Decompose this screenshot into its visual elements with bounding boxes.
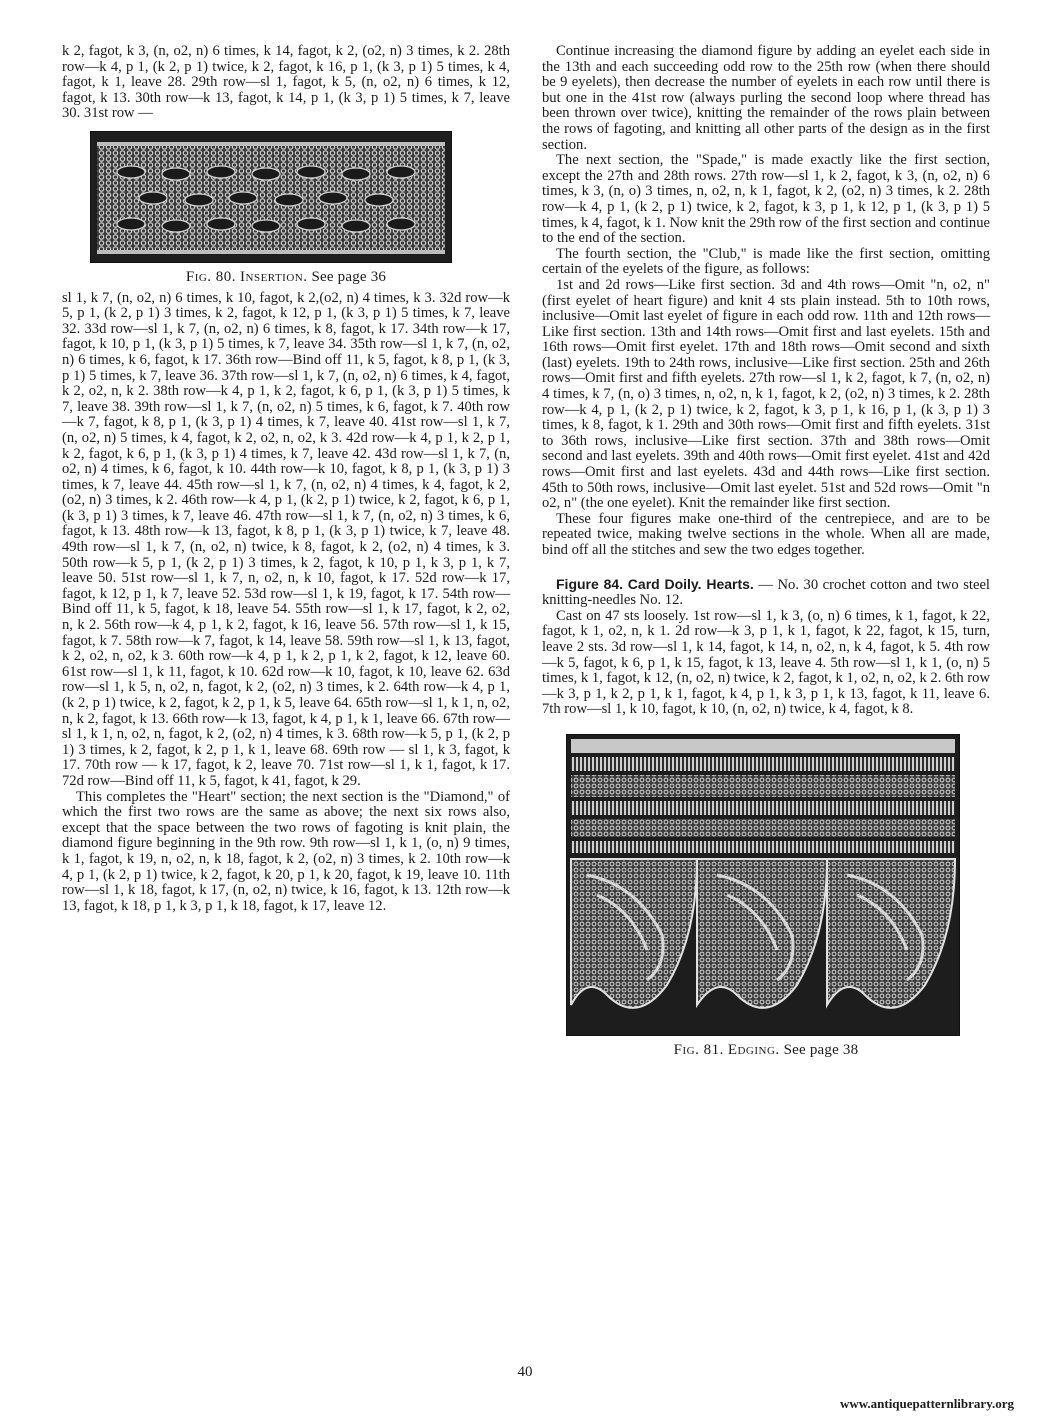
left-column — [62, 44, 510, 914]
figure-80 — [62, 131, 510, 286]
figure-84-intro: — No. 30 crochet cotton and two steel knitting-needles No. 12. — [542, 576, 990, 609]
edging-lace-image — [567, 735, 959, 1035]
right-paragraph-3: The fourth section, the "Club," is made like the first section, omitting certain of the eyelets of the figure, as follows: — [542, 245, 990, 278]
left-paragraph-2: sl 1, k 7, (n, o2, n) 6 times, k 10, fagot, k 2,(o2, n) 4 times, k 3. 32d row—k 5, p 1, (k 2, p 1) 3 times, k 2, fagot, k 12, p 1, (k 3, p 1) 5 times, k 7, leave 32. 33d row—sl 1, k 7, (n, o2, n) 6 times, k 8, fagot, k 17. 34th row—k 17, fagot, k 10, p 1, (k 3, p 1) 5 times, k 7, leave 34. 35th row—sl 1, k 7, (n, o2, n) 6 times, k 6, fagot, k 17. 36th row—Bind off 11, k 5, fagot, k 8, p 1, (k 3, p 1) 5 times, k 7, leave 36. 37th row—sl 1, k 7, (n, o2, n) 6 times, k 4, fagot, k 2, o2, n, k 2. 38th row—k 4, p 1, k 2, fagot, k 6, p 1, (k 3, p 1) 5 times, k 7, leave 38. 39th row—sl 1, k 7, (n, o2, n) 5 times, k 6, fagot, k 7. 40th row—k 7, fagot, k 8, p 1, (k 3, p 1) 4 times, k 7, leave 40. 41st row—sl 1, k 7, (n, o2, n) 5 times, k 4, fagot, k 2, o2, n, o2, k 3. 42d row—k 4, p 1, k 2, p 1, k 2, fagot, k 6, p 1, (k 3, p 1) 4 times, k 7, leave 42. 43d row—sl 1, k 7, (n, o2, n) 4 times, k 6, fagot, k 10. 44th row—k 10, fagot, k 8, p 1, (k 3, p 1) 3 times, k 7, leave 44. 45th row—sl 1, k 7, (n, o2, n) 4 times, k 4, fagot, k 2, (o2, n) 3 times, k 2. 46th row—k 4, p 1, (k 2, p 1) twice, k 2, fagot, k 6, p 1, (k 3, p 1) 3 times, k 7, leave 46. 47th row—sl 1, k 7, (n, o2, n) 3 times, k 6, fagot, k 13. 48th row—k 13, fagot, k 8, p 1, (k 3, p 1) twice, k 7, leave 48. 49th row—sl 1, k 7, (n, o2, n) twice, k 8, fagot, k 2, (o2, n) 4 times, k 3. 50th row—k 5, p 1, (k 2, p 1) 3 times, k 2, fagot, k 10, p 1, k 3, p 1, k 7, leave 50. 51st row—sl 1, k 7, n, o2, n, k 10, fagot, k 17. 52d row—k 17, fagot, k 12, p 1, k 7, leave 52. 53d row—sl 1, k 19, fagot, k 17. 54th row—Bind off 11, k 5, fagot, k 18, leave 54. 55th row—sl 1, k 17, fagot, k 2, o2, n, k 2. 56th row—k 4, p 1, k 2, fagot, k 16, leave 56. 57th row—sl 1, k 15, fagot, k 7. 58th row—k 7, fagot, k 14, leave 58. 59th row—sl 1, k 13, fagot, k 2, o2, n, o2, k 3. 60th row—k 4, p 1, k 2, p 1, k 2, fagot, k 12, leave 60. 61st row—sl 1, k 11, fagot, k 10. 62d row—k 10, fagot, k 10, leave 62. 63d row—sl 1, k 5, n, o2, n, fagot, k 2, (o2, n) 3 times, k 2. 64th row—k 4, p 1, (k 2, p 1) twice, k 2, fagot, k 2, p 1, k 5, leave 64. 65th row—sl 1, k 1, n, o2, n, k 2, fagot, k 13. 66th row—k 13, fagot, k 4, p 1, k 1, leave 66. 67th row—sl 1, k 1, n, o2, n, fagot, k 2, (o2, n) 4 times, k 3. 68th row—k 5, p 1, (k 2, p 1) 3 times, k 2, fagot, k 2, p 1, k 1, leave 68. 69th row — sl 1, k 3, fagot, k 17. 70th row — k 17, fagot, k 2, leave 70. 71st row—sl 1, k 1, fagot, k 17. 72d row—Bind off 11, k 5, fagot, k 41, fagot, k 29. — [62, 289, 510, 789]
figure-80-reference: See page 36 — [311, 268, 387, 285]
page-number: 40 — [517, 1364, 533, 1380]
figure-80-title: Insertion. — [240, 268, 308, 285]
left-paragraph-3: This completes the "Heart" section; the next section is the "Diamond," of which the first two rows are the same as above; the next six rows also, except that the space between the two rows of fagoting is knit plain, the diamond figure beginning in the 9th row. 9th row—sl 1, k 1, (o, n) 9 times, k 1, fagot, k 19, n, o2, n, k 18, fagot, k 2, (o2, n) 3 times, k 2. 10th row—k 4, p 1, (k 2, p 1) twice, k 2, fagot, k 20, p 1, k 20, fagot, k 19, leave 10. 11th row—sl 1, k 18, fagot, k 17, (n, o2, n) twice, k 16, fagot, k 13. 12th row—k 13, fagot, k 18, p 1, k 3, p 1, k 18, fagot, k 17, leave 12. — [62, 788, 510, 914]
figure-80-caption — [62, 270, 510, 286]
insertion-lace-image — [91, 132, 451, 262]
left-paragraph-1: k 2, fagot, k 3, (n, o2, n) 6 times, k 14, fagot, k 2, (o2, n) 3 times, k 2. 28th row—k 4, p 1, (k 2, p 1) twice, k 2, fagot, k 16, p 1, (k 3, p 1) 5 times, k 4, fagot, k 1, leave 28. 29th row—sl 1, fagot, k 5, (n, o2, n) 6 times, k 12, fagot, k 13. 30th row—k 13, fagot, k 14, p 1, (k 3, p 1) 5 times, k 7, leave 30. 31st row — — [62, 43, 510, 122]
right-column — [542, 44, 990, 1064]
right-paragraph-6: Cast on 47 sts loosely. 1st row—sl 1, k 3, (o, n) 6 times, k 1, fagot, k 22, fagot, k 1, o2, n, k 1. 2d row—k 3, p 1, k 1, fagot, k 22, fagot, k 15, turn, leave 2 sts. 3d row—sl 1, k 14, fagot, k 14, n, o2, n, k 4, fagot, k 5. 4th row—k 5, fagot, k 6, p 1, k 15, fagot, k 13, leave 4. 5th row—sl 1, k 1, (o, n) 5 times, k 1, fagot, k 12, (n, o2, n) twice, k 2, fagot, k 1, o2, n, o2, k 2. 6th row—k 3, p 1, k 2, p 1, k 1, fagot, k 4, p 1, k 3, p 1, k 13, fagot, k 11, leave 6. 7th row—sl 1, k 10, fagot, k 10, (n, o2, n) twice, k 4, fagot, k 8. — [542, 607, 990, 718]
right-paragraph-1: Continue increasing the diamond figure by adding an eyelet each side in the 13th and each succeeding odd row to the 25th row (when there should be 9 eyelets), then decrease the number of eyelets in each row until there is but one in the 41st row (always purling the second loop where thread has been thrown over twice), knitting the remainder of the rows plain between the rows of fagoting, and knitting all other parts of the design as in the first section. — [542, 43, 990, 153]
edging-photo — [566, 734, 960, 1036]
figure-81-number: Fig. 81. — [673, 1041, 724, 1058]
right-paragraph-5: These four figures make one-third of the centrepiece, and are to be repeated twice, making twelve sections in the whole. When all are made, bind off all the stitches and sew the two edges together. — [542, 510, 990, 558]
figure-81-title: Edging. — [727, 1041, 780, 1058]
right-paragraph-4: 1st and 2d rows—Like first section. 3d and 4th rows—Omit "n, o2, n" (first eyelet of heart figure) and knit 4 sts plain instead. 5th to 10th rows, inclusive—Omit last eyelet of figure in each odd row. 11th and 12th rows—Like first section. 13th and 14th rows—Omit first and last eyelets. 15th and 16th rows—Omit first eyelet. 17th and 18th rows—Omit second and sixth (last) eyelets. 19th to 24th rows, inclusive—Like first section. 25th and 26th rows—Omit first and fifth eyelets. 27th row—sl 1, k 2, fagot, k 7, (n, o2, n) 4 times, k 7, (n, o) 3 times, n, o2, n, k 1, fagot, k 2, (o2, n) 3 times, k 2. 28th row—k 4, p 1, (k 2, p 1) twice, k 2, fagot, k 3, p 1, k 16, p 1, (k 3, p 1) 3 times, k 8, fagot, k 1. 29th and 30th rows—Omit first and fifth eyelets. 31st to 36th rows, inclusive—Like first section. 37th and 38th rows—Omit second and last eyelets. 39th and 40th rows—Omit first eyelet. 41st and 42d rows—Omit first and last eyelets. 43d and 44th rows—Like first section. 45th to 50th rows, inclusive—Omit last eyelet. 51st and 52d rows—Omit "n o2, n" (the one eyelet). Knit the remainder like first section. — [542, 276, 990, 512]
figure-81-caption — [542, 1043, 990, 1059]
figure-84-heading-paragraph — [542, 577, 990, 609]
insertion-photo — [90, 131, 452, 263]
figure-81 — [542, 734, 990, 1059]
figure-81-reference: See page 38 — [783, 1041, 859, 1058]
figure-84-heading: Figure 84. Card Doily. Hearts. — [556, 575, 754, 592]
right-paragraph-2: The next section, the "Spade," is made exactly like the first section, except the 27th and 28th rows. 27th row—sl 1, k 2, fagot, k 3, (n, o2, n) 6 times, k 3, (n, o) 3 times, n, o2, n, k 1, fagot, k 2, (o2, n) 3 times, k 2. 28th row—k 4, p 1, (k 2, p 1) twice, k 2, fagot, k 3, p 1, k 12, p 1, (k 3, p 1) 5 times, k 4, fagot, k 1. Now knit the 29th row of the first section and continue to the end of the section. — [542, 152, 990, 247]
figure-80-number: Fig. 80. — [185, 268, 237, 285]
footer-url[interactable]: www.antiquepatternlibrary.org — [839, 1396, 1014, 1411]
